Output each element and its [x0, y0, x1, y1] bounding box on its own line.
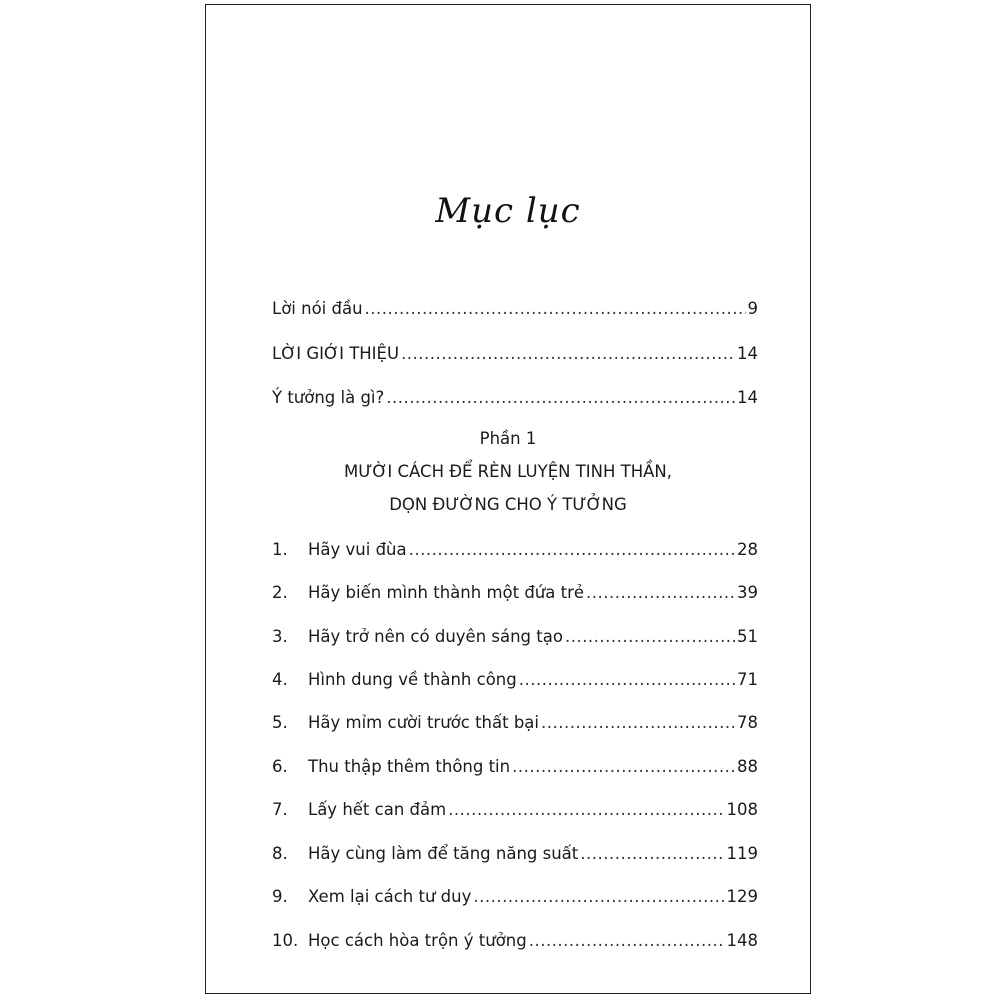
part-title-line-1: MƯỜI CÁCH ĐỂ RÈN LUYỆN TINH THẦN, [343, 462, 673, 481]
toc-leader-dots [401, 344, 735, 364]
toc-chapter-3 [272, 627, 758, 647]
toc-page-number: 9 [747, 299, 758, 318]
toc-page-number: 14 [737, 388, 758, 407]
toc-leader-dots [512, 757, 735, 777]
chapter-number: 1. [272, 540, 288, 559]
toc-leader-dots [541, 713, 735, 733]
chapter-label: Xem lại cách tư duy [308, 887, 472, 906]
chapter-label: Học cách hòa trộn ý tưởng [308, 931, 527, 950]
chapter-label: Hình dung về thành công [308, 670, 517, 689]
chapter-label: Hãy mỉm cười trước thất bại [308, 713, 539, 732]
toc-chapter-7 [272, 800, 758, 820]
toc-page-number: 148 [726, 931, 758, 950]
toc-leader-dots [565, 627, 735, 647]
chapter-number: 6. [272, 757, 288, 776]
chapter-number: 9. [272, 887, 288, 906]
toc-chapter-9 [272, 887, 758, 907]
toc-page-number: 119 [726, 844, 758, 863]
toc-page-number: 39 [737, 583, 758, 602]
chapter-label: Lấy hết can đảm [308, 800, 447, 819]
toc-chapter-10 [272, 931, 758, 951]
toc-page-number: 14 [737, 344, 758, 363]
toc-page-number: 28 [737, 540, 758, 559]
toc-leader-dots [580, 844, 724, 864]
toc-page-number: 108 [726, 800, 758, 819]
chapter-label: Hãy cùng làm để tăng năng suất [308, 844, 579, 863]
chapter-number: 5. [272, 713, 288, 732]
toc-leader-dots [586, 583, 735, 603]
chapter-number: 3. [272, 627, 288, 646]
toc-page-number: 71 [737, 670, 758, 689]
chapter-label: Hãy trở nên có duyên sáng tạo [308, 627, 563, 646]
toc-entry-what-is-idea [272, 388, 758, 408]
chapter-label: Thu thập thêm thông tin [308, 757, 511, 776]
toc-leader-dots [473, 887, 724, 907]
toc-leader-dots [386, 388, 735, 408]
chapter-label: Hãy biến mình thành một đứa trẻ [308, 583, 585, 602]
toc-chapter-4 [272, 670, 758, 690]
toc-entry-label: Ý tưởng là gì? [272, 388, 385, 407]
part-title-line-2: DỌN ĐƯỜNG CHO Ý TƯỞNG [389, 495, 627, 514]
chapter-number: 7. [272, 800, 288, 819]
toc-page-number: 51 [737, 627, 758, 646]
chapter-number: 8. [272, 844, 288, 863]
toc-chapter-5 [272, 713, 758, 733]
toc-entry-introduction [272, 344, 758, 364]
chapter-number: 4. [272, 670, 288, 689]
toc-leader-dots [529, 931, 725, 951]
toc-leader-dots [365, 299, 746, 319]
toc-leader-dots [409, 540, 735, 560]
chapter-number: 2. [272, 583, 288, 602]
page-title: Mục lục [435, 191, 581, 231]
toc-chapter-6 [272, 757, 758, 777]
toc-page-number: 88 [737, 757, 758, 776]
part-label: Phần 1 [479, 429, 537, 448]
toc-entry-label: Lời nói đầu [272, 299, 363, 318]
toc-leader-dots [519, 670, 735, 690]
chapter-number: 10. [272, 931, 299, 950]
book-page [205, 4, 811, 994]
chapter-label: Hãy vui đùa [308, 540, 407, 559]
toc-chapter-8 [272, 844, 758, 864]
toc-entry-preface [272, 299, 758, 319]
toc-entry-label: LỜI GIỚI THIỆU [272, 344, 400, 363]
toc-chapter-1 [272, 540, 758, 560]
toc-leader-dots [448, 800, 724, 820]
toc-page-number: 129 [726, 887, 758, 906]
toc-page-number: 78 [737, 713, 758, 732]
toc-chapter-2 [272, 583, 758, 603]
